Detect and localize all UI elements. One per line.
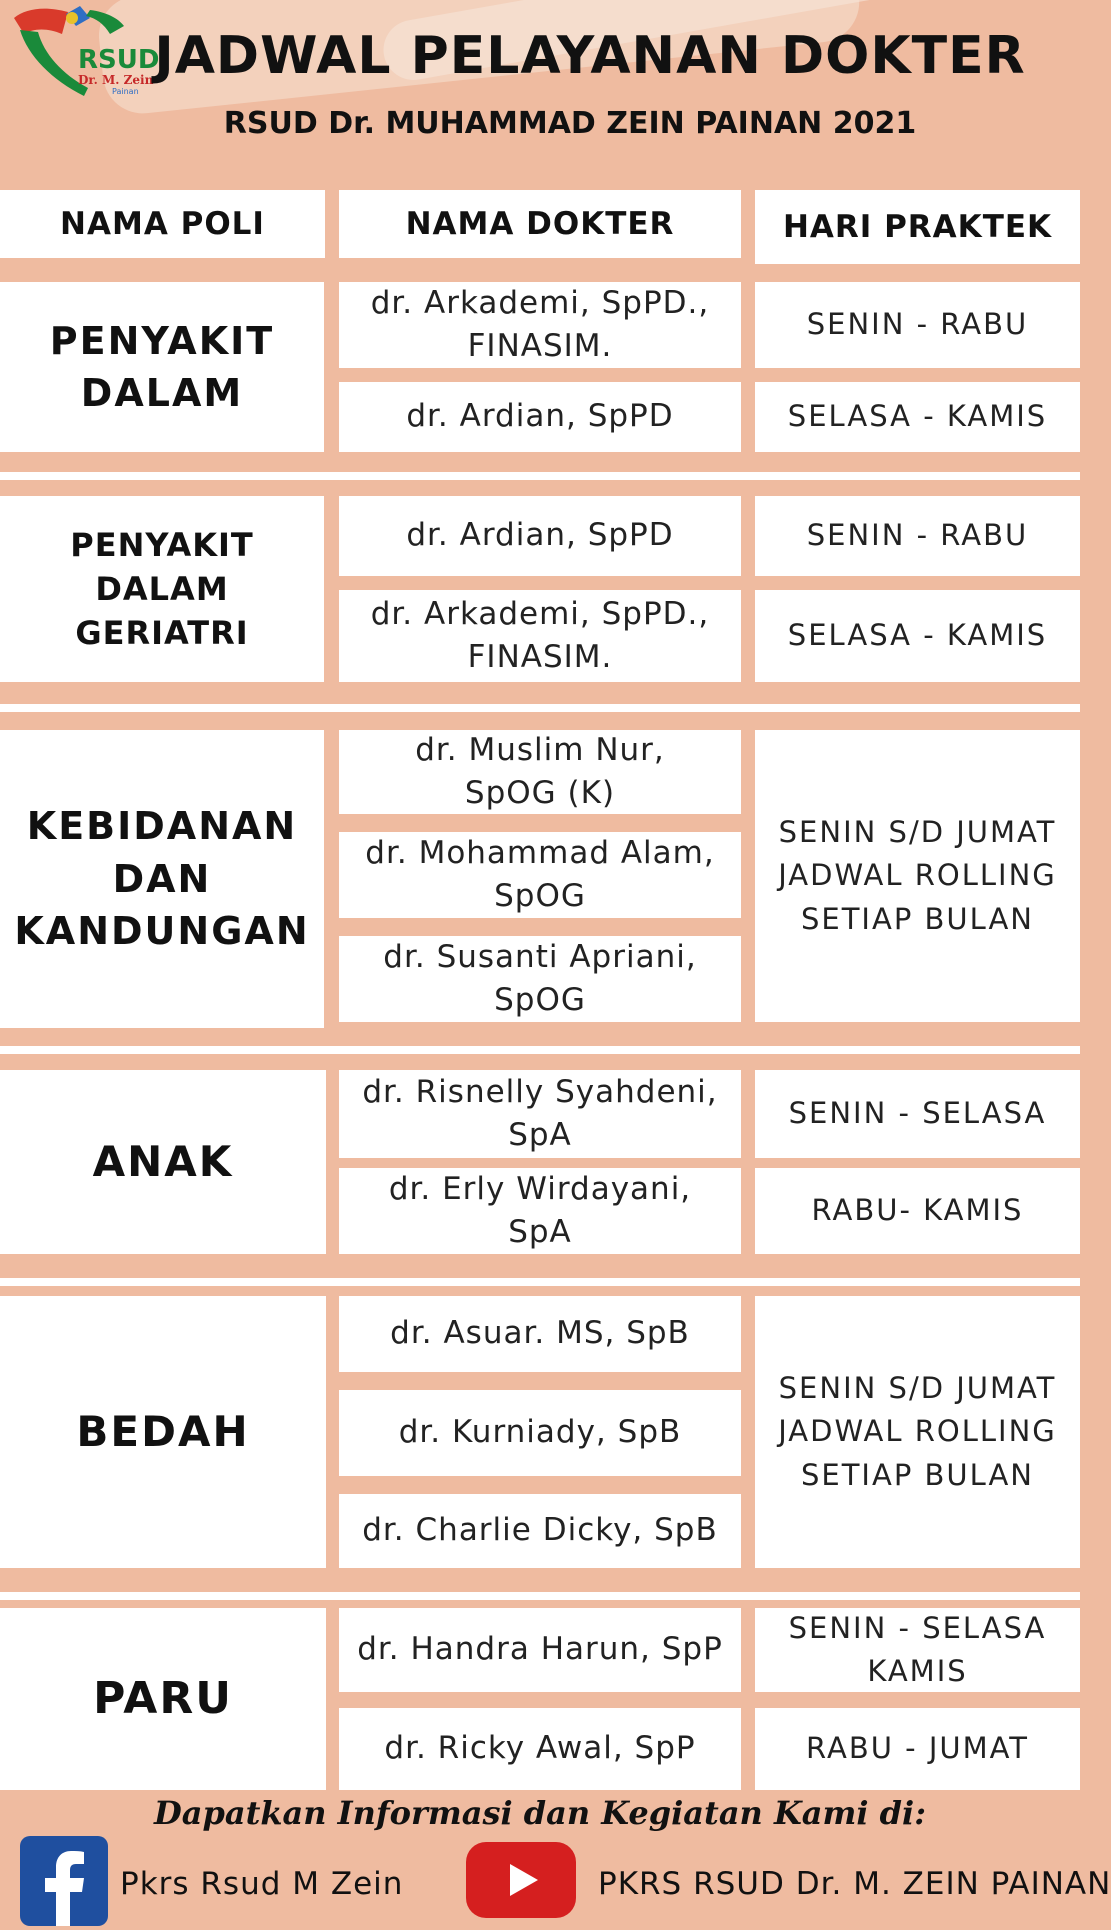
svg-text:RSUD: RSUD [78, 45, 160, 75]
doctor-cell: dr. Arkademi, SpPD., FINASIM. [339, 590, 741, 682]
doctor-cell: dr. Risnelly Syahdeni, SpA [339, 1070, 741, 1158]
poli-penyakit-dalam: PENYAKIT DALAM [0, 282, 324, 452]
schedule-cell: SENIN - RABU [755, 282, 1080, 368]
section-divider [0, 704, 1080, 712]
rsud-logo-icon [6, 4, 160, 100]
schedule-cell: SELASA - KAMIS [755, 382, 1080, 452]
poli-kebidanan-kandungan: KEBIDANAN DAN KANDUNGAN [0, 730, 324, 1028]
doctor-cell: dr. Ardian, SpPD [339, 382, 741, 452]
doctor-cell: dr. Kurniady, SpB [339, 1390, 741, 1476]
poli-bedah: BEDAH [0, 1296, 326, 1568]
footer-tagline: Dapatkan Informasi dan Kegiatan Kami di: [153, 1794, 926, 1832]
section-divider [0, 1046, 1080, 1054]
doctor-cell: dr. Muslim Nur, SpOG (K) [339, 730, 741, 814]
column-header-doctor: NAMA DOKTER [339, 190, 741, 258]
page-title: JADWAL PELAYANAN DOKTER [154, 26, 1026, 86]
doctor-cell: dr. Ardian, SpPD [339, 496, 741, 576]
doctor-cell: dr. Handra Harun, SpP [339, 1608, 741, 1692]
section-divider [0, 1278, 1080, 1286]
schedule-cell: SENIN - SELASA KAMIS [755, 1608, 1080, 1692]
schedule-cell: RABU - JUMAT [755, 1708, 1080, 1790]
page-subtitle: RSUD Dr. MUHAMMAD ZEIN PAINAN 2021 [223, 106, 917, 141]
schedule-cell: SENIN S/D JUMAT JADWAL ROLLING SETIAP BULAN [755, 1296, 1080, 1568]
poli-anak: ANAK [0, 1070, 326, 1254]
svg-text:Dr. M. Zein: Dr. M. Zein [78, 73, 154, 87]
schedule-cell: SENIN - RABU [755, 496, 1080, 576]
section-divider [0, 1592, 1080, 1600]
svg-text:Painan: Painan [112, 87, 139, 96]
doctor-cell: dr. Asuar. MS, SpB [339, 1296, 741, 1372]
youtube-link[interactable]: PKRS RSUD Dr. M. ZEIN PAINAN [598, 1866, 1111, 1902]
doctor-cell: dr. Arkademi, SpPD., FINASIM. [339, 282, 741, 368]
facebook-link[interactable]: Pkrs Rsud M Zein [120, 1866, 404, 1902]
youtube-icon[interactable] [466, 1842, 576, 1918]
doctor-cell: dr. Ricky Awal, SpP [339, 1708, 741, 1790]
section-divider [0, 472, 1080, 480]
column-header-days: HARI PRAKTEK [755, 190, 1080, 264]
doctor-cell: dr. Erly Wirdayani, SpA [339, 1168, 741, 1254]
column-header-poli: NAMA POLI [0, 190, 325, 258]
facebook-icon[interactable] [20, 1836, 108, 1926]
schedule-cell: RABU- KAMIS [755, 1168, 1080, 1254]
doctor-cell: dr. Susanti Apriani, SpOG [339, 936, 741, 1022]
doctor-cell: dr. Charlie Dicky, SpB [339, 1494, 741, 1568]
poli-paru: PARU [0, 1608, 326, 1790]
poli-penyakit-dalam-geriatri: PENYAKIT DALAM GERIATRI [0, 496, 324, 682]
schedule-cell: SELASA - KAMIS [755, 590, 1080, 682]
schedule-cell: SENIN - SELASA [755, 1070, 1080, 1158]
schedule-cell: SENIN S/D JUMAT JADWAL ROLLING SETIAP BULAN [755, 730, 1080, 1022]
doctor-cell: dr. Mohammad Alam, SpOG [339, 832, 741, 918]
